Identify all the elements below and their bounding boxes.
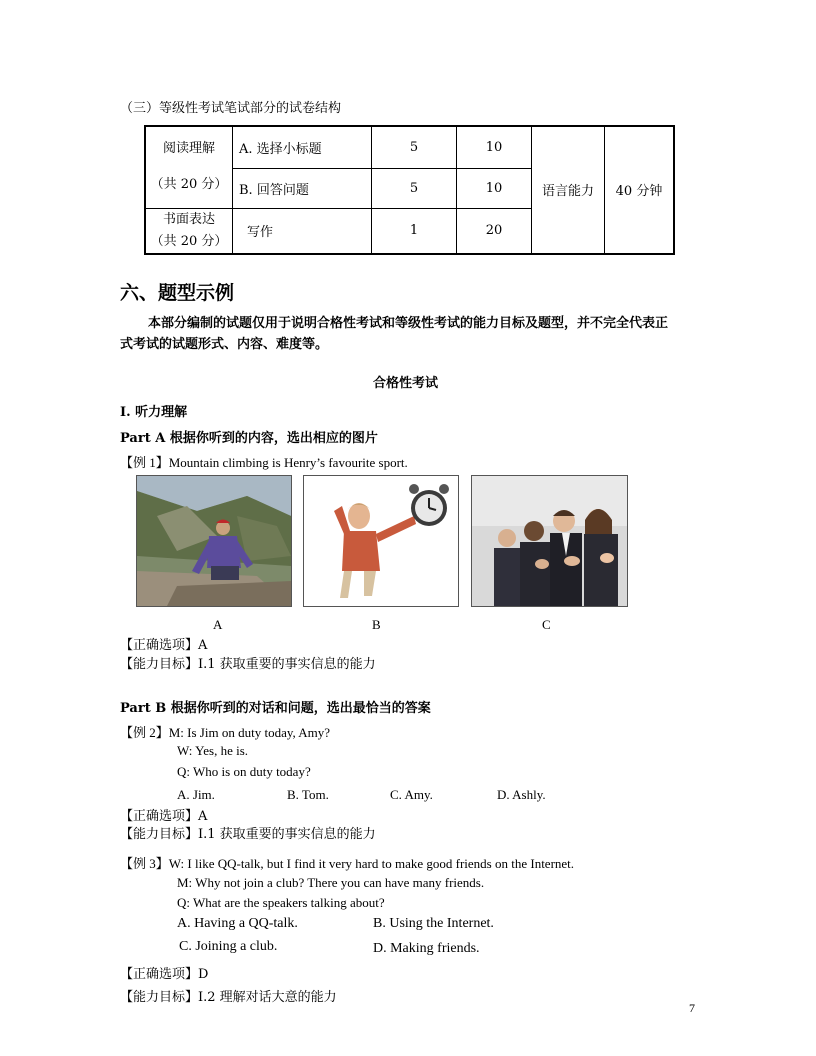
- group-score: （共 20 分）: [150, 233, 228, 249]
- clapping-people-image: [472, 476, 627, 606]
- group-score: （共 20 分）: [150, 177, 228, 193]
- photo-business-applause: [471, 475, 628, 607]
- photo-man-with-clock: [303, 475, 459, 607]
- example-2-answer: 【正确选项】A: [120, 809, 208, 824]
- group-cell-reading: [145, 126, 233, 208]
- group-cell-writing: [145, 208, 233, 254]
- count-cell: 1: [372, 208, 457, 254]
- table-row: [145, 126, 674, 168]
- example-1-answer: 【正确选项】A: [120, 638, 208, 653]
- ability-cell: 语言能力: [532, 126, 605, 254]
- alarm-clock-man-image: [304, 476, 458, 606]
- example-2-line-2: W: Yes, he is.: [177, 743, 249, 758]
- chapter-title: 六、题型示例: [120, 282, 235, 304]
- example-1-target: 【能力目标】I.1 获取重要的事实信息的能力: [120, 657, 376, 672]
- example-3-line-1: 【例 3】W: I like QQ-talk, but I find it very hard to make good friends on the Internet.: [120, 856, 575, 871]
- section-heading: （三）等级性考试笔试部分的试卷结构: [120, 101, 342, 116]
- item-cell: A. 选择小标题: [233, 126, 372, 168]
- mountain-climber-image: [137, 476, 291, 606]
- intro-line-2: 式考试的试题形式、内容、难度等。: [120, 337, 329, 352]
- photo-mountain-climbing: [136, 475, 292, 607]
- photo-label-a: A: [213, 617, 223, 632]
- example-2-option-a: A. Jim.: [177, 787, 215, 802]
- part-a-heading: Part A 根据你听到的内容，选出相应的图片: [120, 431, 378, 446]
- group-label: 阅读理解: [162, 141, 215, 157]
- exam-structure-table: [144, 125, 675, 255]
- example-3-line-3: Q: What are the speakers talking about?: [177, 895, 385, 910]
- example-3-option-c: C. Joining a club.: [179, 939, 278, 954]
- time-cell: 40 分钟: [605, 126, 675, 254]
- photo-label-b: B: [372, 617, 381, 632]
- example-3-answer: 【正确选项】D: [120, 967, 209, 982]
- score-cell: 10: [457, 168, 532, 208]
- part-i-heading: I. 听力理解: [120, 405, 188, 420]
- example-2-option-c: C. Amy.: [390, 787, 433, 802]
- example-3-option-a: A. Having a QQ-talk.: [177, 916, 298, 931]
- example-2-target: 【能力目标】I.1 获取重要的事实信息的能力: [120, 827, 376, 842]
- example-2-line-1: 【例 2】M: Is Jim on duty today, Amy?: [120, 725, 331, 740]
- photo-label-c: C: [542, 617, 551, 632]
- score-cell: 10: [457, 126, 532, 168]
- score-cell: 20: [457, 208, 532, 254]
- item-cell: B. 回答问题: [233, 168, 372, 208]
- example-2-line-3: Q: Who is on duty today?: [177, 764, 311, 779]
- example-3-option-d: D. Making friends.: [373, 941, 480, 956]
- example-3-option-b: B. Using the Internet.: [373, 916, 494, 931]
- example-1-text: 【例 1】Mountain climbing is Henry’s favourite sport.: [120, 455, 408, 470]
- intro-line-1: 本部分编制的试题仅用于说明合格性考试和等级性考试的能力目标及题型，并不完全代表正: [148, 316, 669, 331]
- example-3-line-2: M: Why not join a club? There you can have many friends.: [177, 875, 485, 890]
- item-cell: 写作: [233, 208, 372, 254]
- group-label: 书面表达: [162, 211, 215, 227]
- example-2-option-b: B. Tom.: [287, 787, 329, 802]
- example-3-target: 【能力目标】I.2 理解对话大意的能力: [120, 990, 337, 1005]
- part-b-heading: Part B 根据你听到的对话和问题，选出最恰当的答案: [120, 701, 431, 716]
- page-number: 7: [689, 1001, 695, 1015]
- exam-title: 合格性考试: [373, 376, 439, 391]
- example-2-option-d: D. Ashly.: [497, 787, 546, 802]
- count-cell: 5: [372, 126, 457, 168]
- count-cell: 5: [372, 168, 457, 208]
